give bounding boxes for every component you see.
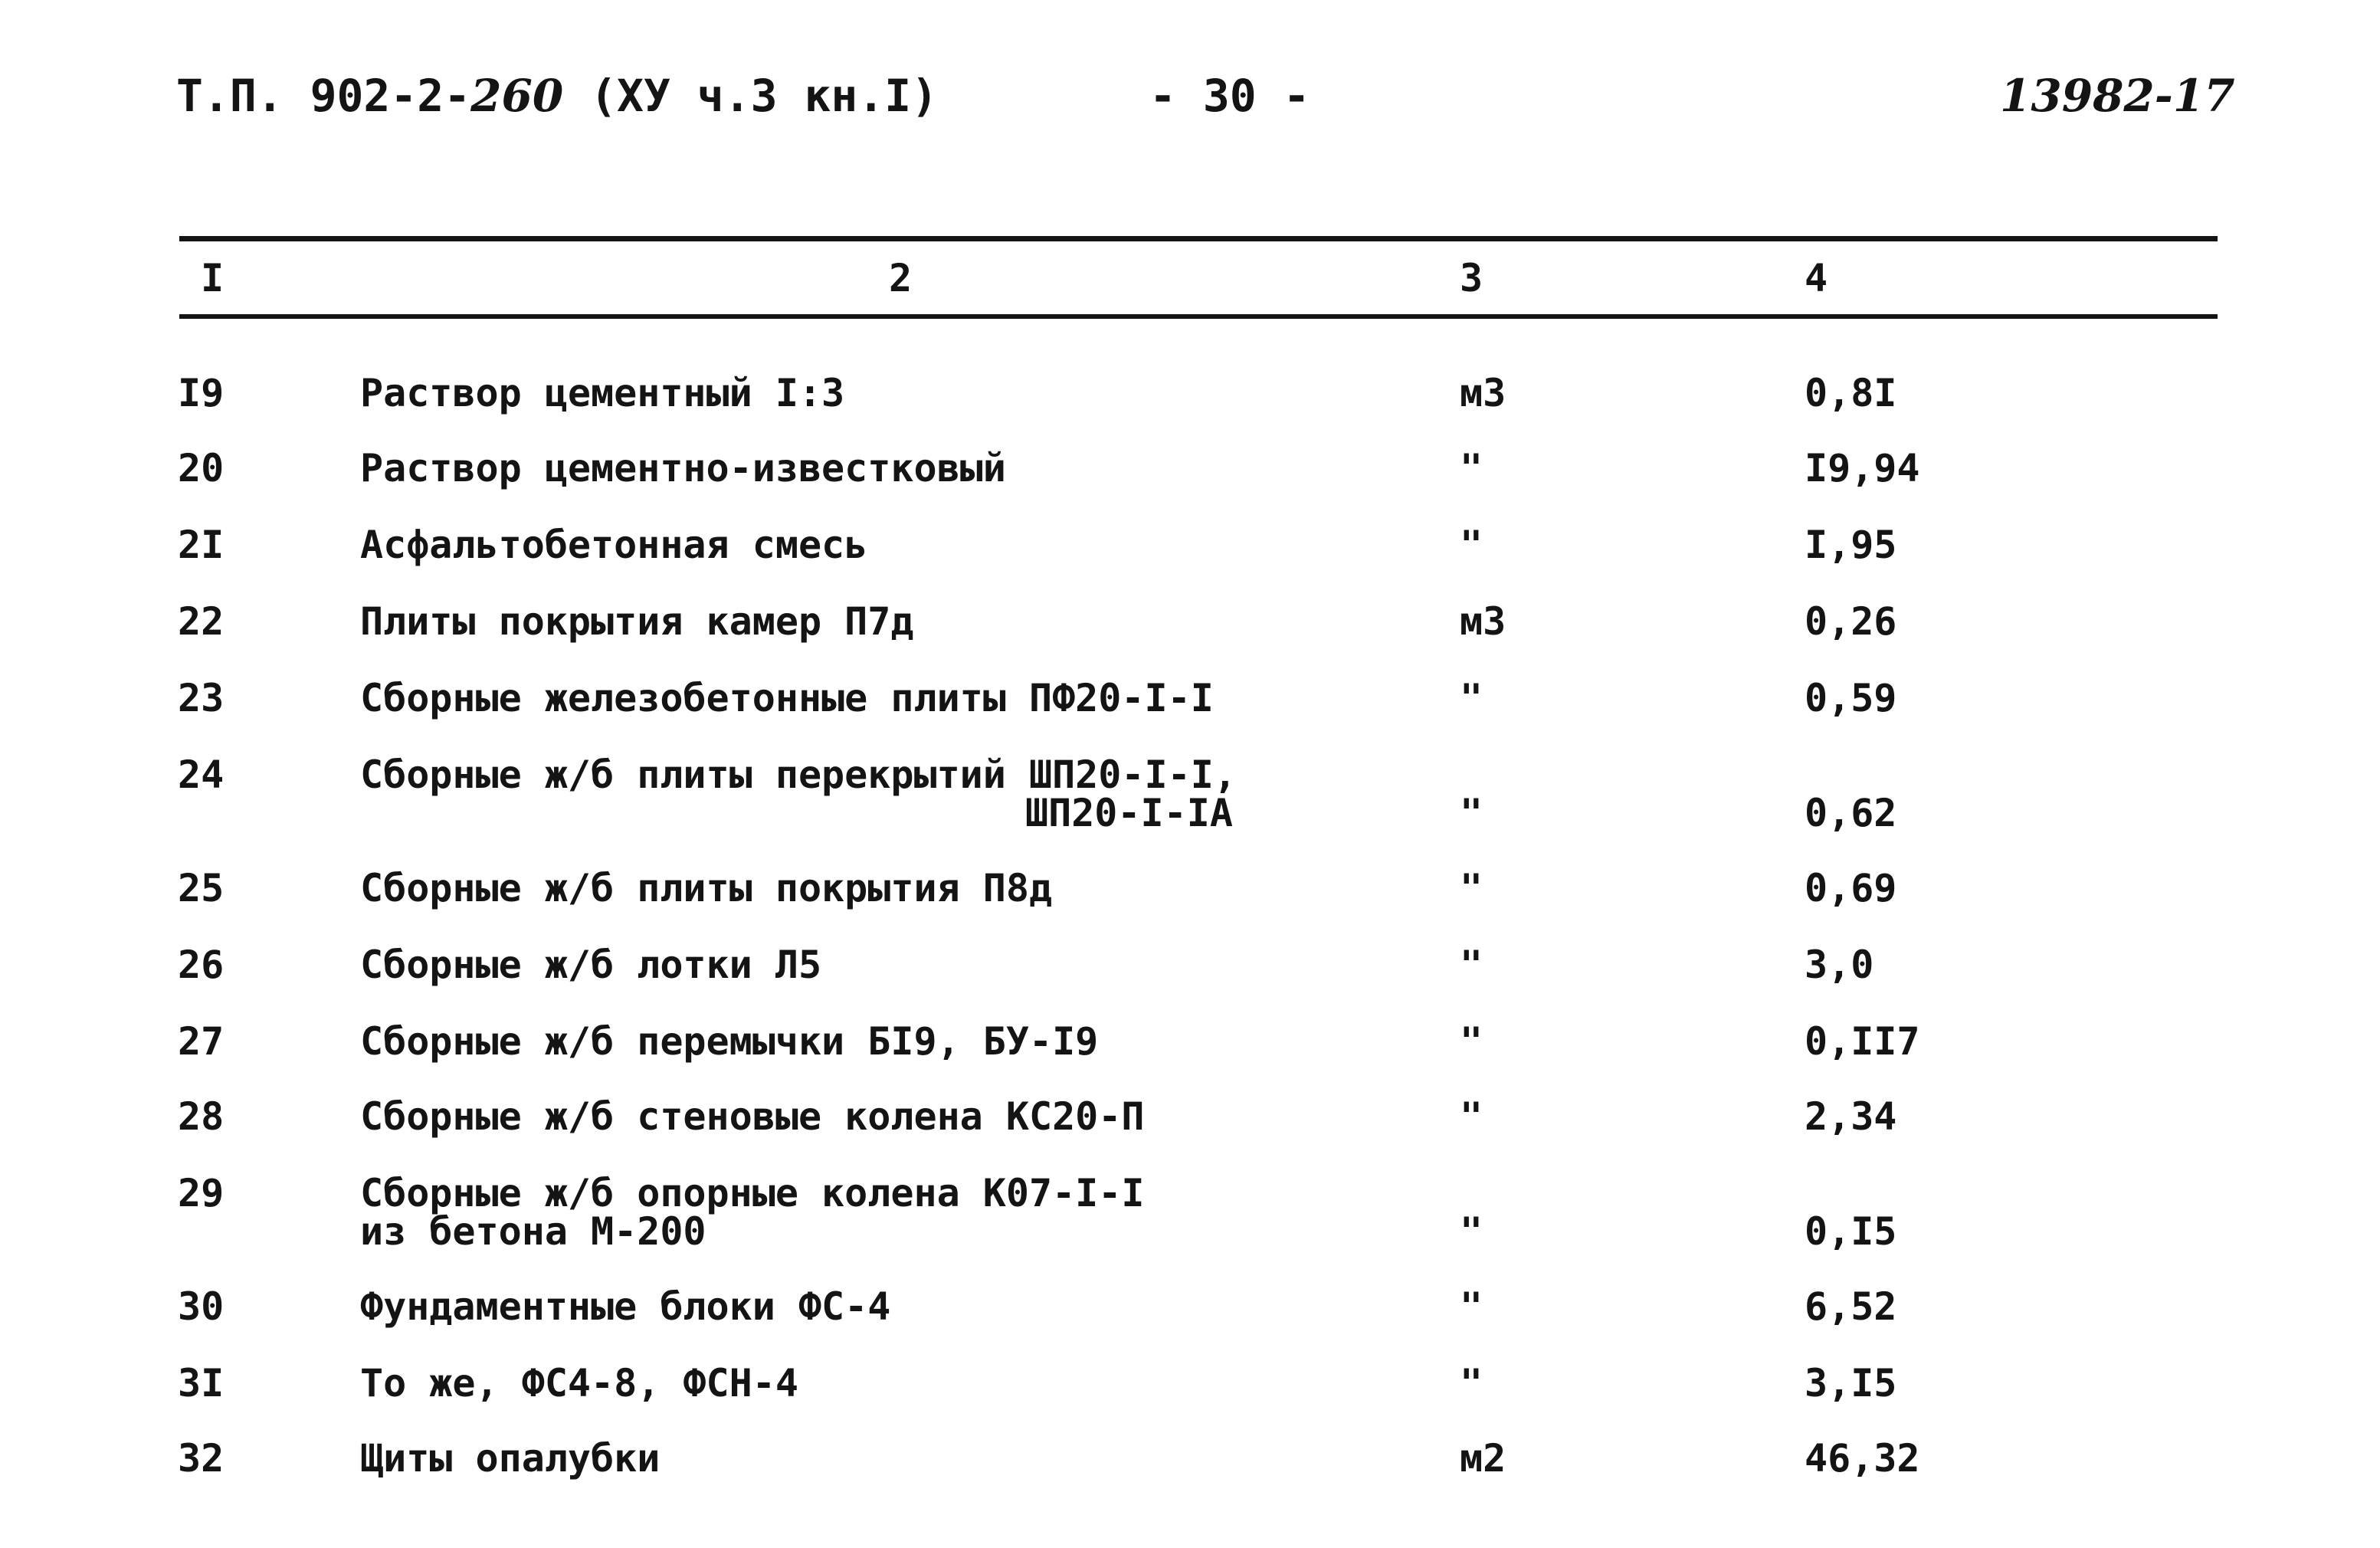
row-unit: "	[1460, 1094, 1483, 1139]
row-unit: м3	[1460, 371, 1506, 415]
row-name: Сборные ж/б плиты перекрытий ШП20-I-I,	[360, 753, 1237, 797]
row-name: Плиты покрытия камер П7д	[360, 599, 914, 644]
row-value: 0,69	[1805, 866, 1897, 910]
row-name: Сборные ж/б перемычки БI9, БУ-I9	[360, 1019, 1099, 1064]
row-value: 0,8I	[1805, 371, 1897, 415]
row-number: 28	[178, 1094, 225, 1139]
table-header-rule	[179, 314, 2218, 319]
row-value: 0,I5	[1805, 1209, 1897, 1254]
row-number: I9	[178, 371, 225, 415]
row-unit: "	[1460, 523, 1483, 567]
row-unit: "	[1460, 943, 1483, 987]
document-code-suffix: (XУ ч.3 кн.I)	[563, 70, 939, 122]
row-name: Раствор цементный I:3	[360, 371, 845, 415]
row-name: Сборные ж/б лотки Л5	[360, 943, 822, 987]
row-number: 22	[178, 599, 225, 644]
row-value: 3,I5	[1805, 1361, 1897, 1405]
row-name: Сборные ж/б стеновые колена КС20-П	[360, 1094, 1145, 1139]
row-value: 6,52	[1805, 1284, 1897, 1329]
column-header-3: 3	[1460, 256, 1483, 300]
column-header-2: 2	[889, 256, 913, 300]
row-number: 29	[178, 1171, 225, 1215]
row-value: 3,0	[1805, 943, 1874, 987]
sheet-number: 13982-17	[2000, 70, 2235, 122]
row-value: 0,II7	[1805, 1019, 1920, 1064]
row-value: 0,26	[1805, 599, 1897, 644]
row-name: Сборные железобетонные плиты ПФ20-I-I	[360, 676, 1214, 720]
row-unit: "	[1460, 1019, 1483, 1064]
row-name: Раствор цементно-известковый	[360, 446, 1006, 490]
row-name: Сборные ж/б плиты покрытия П8д	[360, 866, 1053, 910]
row-number: 32	[178, 1436, 225, 1481]
row-name: То же, ФС4-8, ФСН-4	[360, 1361, 798, 1405]
row-value: 2,34	[1805, 1094, 1897, 1139]
row-name: Фундаментные блоки ФС-4	[360, 1284, 891, 1329]
row-unit: "	[1460, 866, 1483, 910]
document-code-handwritten: 260	[470, 70, 564, 122]
row-name-continuation: из бетона М-200	[360, 1209, 706, 1254]
row-number: 23	[178, 676, 225, 720]
row-value: 46,32	[1805, 1436, 1920, 1481]
row-unit: м3	[1460, 599, 1506, 644]
column-header-4: 4	[1805, 256, 1828, 300]
row-number: 3I	[178, 1361, 225, 1405]
document-code-prefix: Т.П. 902-2-	[176, 70, 471, 122]
row-name: Сборные ж/б опорные колена К07-I-I	[360, 1171, 1145, 1215]
row-unit: "	[1460, 446, 1483, 490]
row-number: 2I	[178, 523, 225, 567]
row-unit: "	[1460, 1209, 1483, 1254]
page-number: - 30 -	[1149, 70, 1310, 122]
row-value: I9,94	[1805, 446, 1920, 490]
row-value: I,95	[1805, 523, 1897, 567]
column-header-1: I	[201, 256, 225, 300]
row-unit: м2	[1460, 1436, 1506, 1481]
row-number: 26	[178, 943, 225, 987]
row-name: Асфальтобетонная смесь	[360, 523, 868, 567]
row-value: 0,59	[1805, 676, 1897, 720]
row-number: 24	[178, 753, 225, 797]
row-unit: "	[1460, 1284, 1483, 1329]
row-unit: "	[1460, 676, 1483, 720]
row-number: 25	[178, 866, 225, 910]
row-name-continuation: ШП20-I-IА	[1025, 791, 1233, 835]
row-number: 20	[178, 446, 225, 490]
document-code	[176, 70, 939, 122]
table-top-rule	[179, 236, 2218, 241]
row-unit: "	[1460, 1361, 1483, 1405]
row-unit: "	[1460, 791, 1483, 835]
row-number: 27	[178, 1019, 225, 1064]
row-value: 0,62	[1805, 791, 1897, 835]
row-number: 30	[178, 1284, 225, 1329]
row-name: Щиты опалубки	[360, 1436, 661, 1481]
